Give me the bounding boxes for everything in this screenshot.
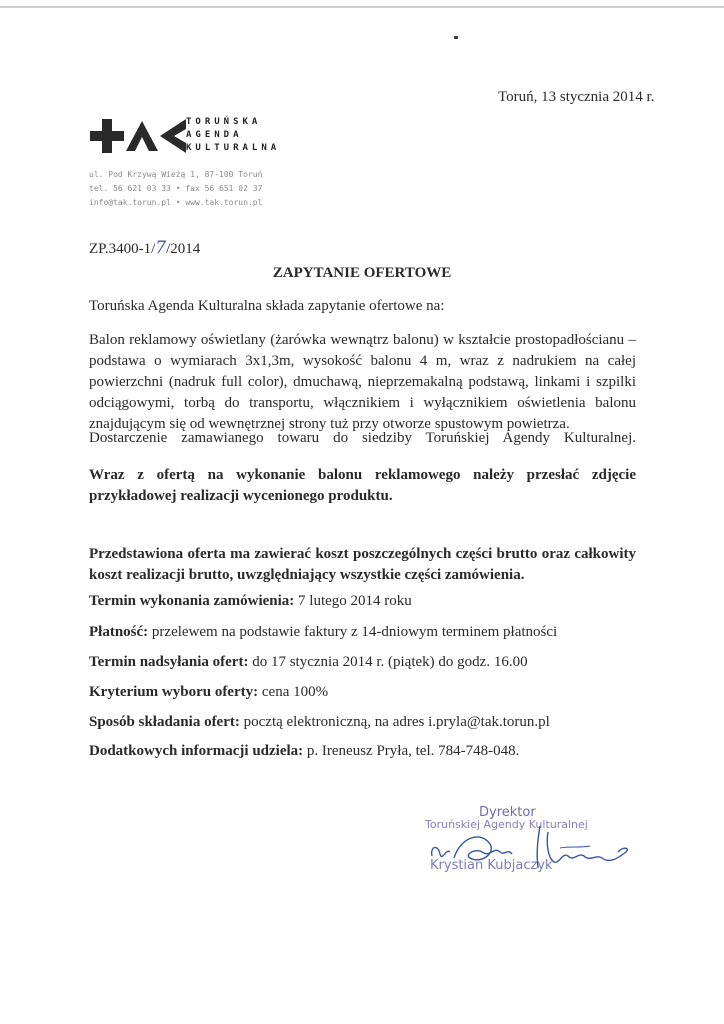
- logo-wordmark: [186, 116, 280, 155]
- address-line: tel. 56 621 03 33 • fax 56 651 02 37: [89, 184, 263, 193]
- signature-icon: [420, 818, 640, 878]
- term-value: cena 100%: [261, 684, 329, 700]
- term-row: [89, 682, 636, 703]
- document-title: ZAPYTANIE OFERTOWE: [272, 265, 452, 281]
- term-value: p. Ireneusz Pryła, tel. 784-748-048.: [306, 743, 520, 759]
- page-edge-line: [0, 6, 724, 8]
- logo-line: TORUŃSKA: [186, 117, 262, 127]
- term-value: 7 lutego 2014 roku: [298, 593, 412, 609]
- term-label: Termin nadsyłania ofert:: [89, 654, 249, 670]
- delivery-paragraph: Dostarczenie zamawianego towaru do siedziby Toruńskiej Agendy Kulturalnej.: [89, 430, 636, 446]
- scan-speck: [454, 36, 458, 39]
- term-value: przelewem na podstawie faktury z 14-dniowym terminem płatności: [151, 624, 558, 640]
- term-label: Kryterium wyboru oferty:: [89, 684, 259, 700]
- term-row: [89, 652, 636, 673]
- address-line: info@tak.torun.pl • www.tak.torun.pl: [89, 198, 263, 207]
- term-label: Dodatkowych informacji udziela:: [89, 743, 304, 759]
- description-paragraph: Balon reklamowy oświetlany (żarówka wewnątrz balonu) w kształcie prostopadłościanu – podstawa o wymiarach 3x1,3m, wysokość balonu 4 m, wraz z nadrukiem na całej powierzchni (nadruk full color), dmuchawą, nieprzemakalną podstawą, linkami i szpilki odciągowymi, torbą do transportu, włącznikiem i wyłącznikiem oświetlenia balonu znajdującym się od wewnętrznej strony tuż przy otworze spustowym powietrza.: [89, 332, 636, 432]
- photo-note: Wraz z ofertą na wykonanie balonu reklamowego należy przesłać zdjęcie przykładowej realizacji wycenionego produktu.: [89, 467, 636, 504]
- term-label: Sposób składania ofert:: [89, 714, 240, 730]
- price-note: Przedstawiona oferta ma zawierać koszt poszczególnych części brutto oraz całkowity koszt realizacji brutto, uwzględniający wszystkie części zamówienia.: [89, 546, 636, 583]
- tak-logo-icon: [88, 116, 188, 156]
- intro-paragraph: Toruńska Agenda Kulturalna składa zapytanie ofertowe na:: [89, 298, 445, 314]
- logo-line: AGENDA: [186, 130, 243, 140]
- reference-prefix: ZP.3400-1/: [89, 241, 156, 257]
- term-row: [89, 591, 636, 612]
- logo-line: KULTURALNA: [186, 143, 281, 153]
- term-row: [89, 741, 636, 762]
- letterhead-address: [89, 168, 262, 210]
- term-label: Termin wykonania zamówienia:: [89, 593, 295, 609]
- term-row: [89, 622, 636, 643]
- reference-number: [89, 238, 200, 258]
- reference-suffix: /2014: [166, 241, 201, 257]
- term-value: pocztą elektroniczną, na adres i.pryla@tak.torun.pl: [243, 714, 550, 730]
- term-label: Płatność:: [89, 624, 149, 640]
- stamp-institution: Toruńskiej Agendy Kulturalnej: [425, 818, 588, 831]
- term-value: do 17 stycznia 2014 r. (piątek) do godz. 16.00: [252, 654, 528, 670]
- address-line: ul. Pod Krzywą Wieżą 1, 87-100 Toruń: [89, 170, 263, 179]
- term-row: [89, 712, 636, 733]
- stamp-name: Krystian Kubjaczyk: [430, 858, 553, 873]
- reference-handwritten: 7: [155, 238, 167, 258]
- letter-date: Toruń, 13 stycznia 2014 r.: [498, 89, 655, 105]
- stamp-title: Dyrektor: [479, 805, 536, 820]
